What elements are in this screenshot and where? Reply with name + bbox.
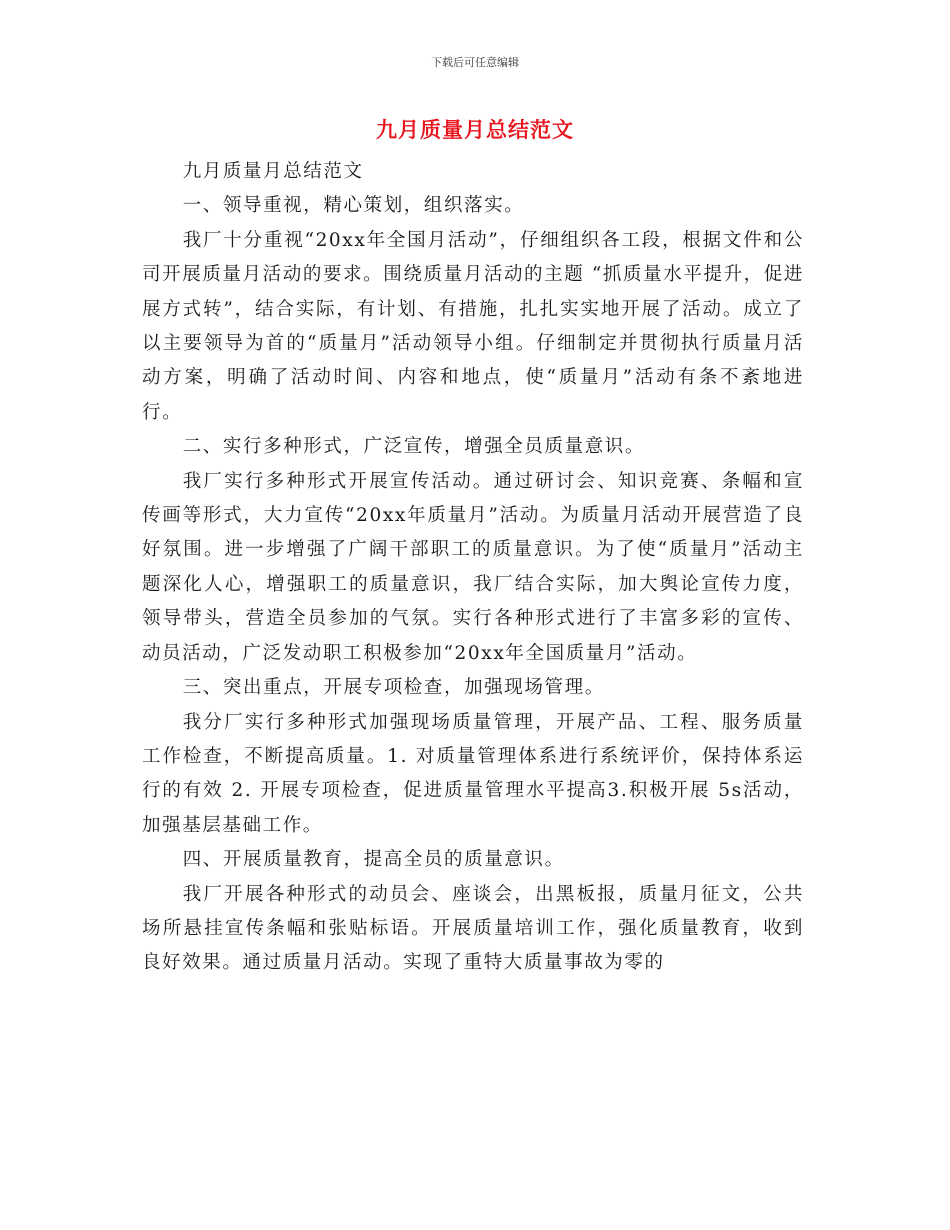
header-note: 下载后可任意编辑 — [431, 56, 519, 69]
paragraph: 我厂十分重视“20xx年全国月活动”，仔细组织各工段，根据文件和公司开展质量月活动的要求。围绕质量月活动的主题 “抓质量水平提升，促进展方式转”，结合实际，有计划、有措施，扎扎实实地开展了活动。成立了以主要领导为首的“质量月”活动领导小组。仔细制定并贯彻执行质量月活动方案，明确了活动时间、内容和地点，使“质量月”活动有条不紊地进行。 — [142, 229, 804, 423]
section-heading-3: 三、突出重点，开展专项检查，加强现场管理。 — [182, 677, 605, 699]
paragraph: 我分厂实行多种形式加强现场质量管理，开展产品、工程、服务质量工作检查，不断提高质量。1. 对质量管理体系进行系统评价，保持体系运行的有效 2. 开展专项检查，促进质量管理水平提高3.积极开展 5s活动，加强基层基础工作。 — [142, 711, 804, 836]
paragraph: 我厂实行多种形式开展宣传活动。通过研讨会、知识竞赛、条幅和宣传画等形式，大力宣传“20xx年质量月”活动。为质量月活动开展营造了良好氛围。进一步增强了广阔干部职工的质量意识。为了使“质量月”活动主题深化人心，增强职工的质量意识，我厂结合实际，加大舆论宣传力度，领导带头，营造全员参加的气氛。实行各种形式进行了丰富多彩的宣传、动员活动，广泛发动职工积极参加“20xx年全国质量月”活动。 — [142, 470, 804, 664]
section-heading-4: 四、开展质量教育，提高全员的质量意识。 — [182, 849, 565, 871]
section-heading-1: 一、领导重视，精心策划，组织落实。 — [182, 195, 525, 217]
document-title: 九月质量月总结范文 — [376, 118, 574, 142]
paragraph: 我厂开展各种形式的动员会、座谈会，出黑板报，质量月征文，公共场所悬挂宣传条幅和张贴标语。开展质量培训工作，强化质量教育，收到良好效果。通过质量月活动。实现了重特大质量事故为零的 — [142, 883, 804, 974]
document-body — [142, 155, 804, 981]
section-heading-2: 二、实行多种形式，广泛宣传，增强全员质量意识。 — [182, 436, 645, 458]
paragraph-subtitle: 九月质量月总结范文 — [182, 161, 364, 182]
